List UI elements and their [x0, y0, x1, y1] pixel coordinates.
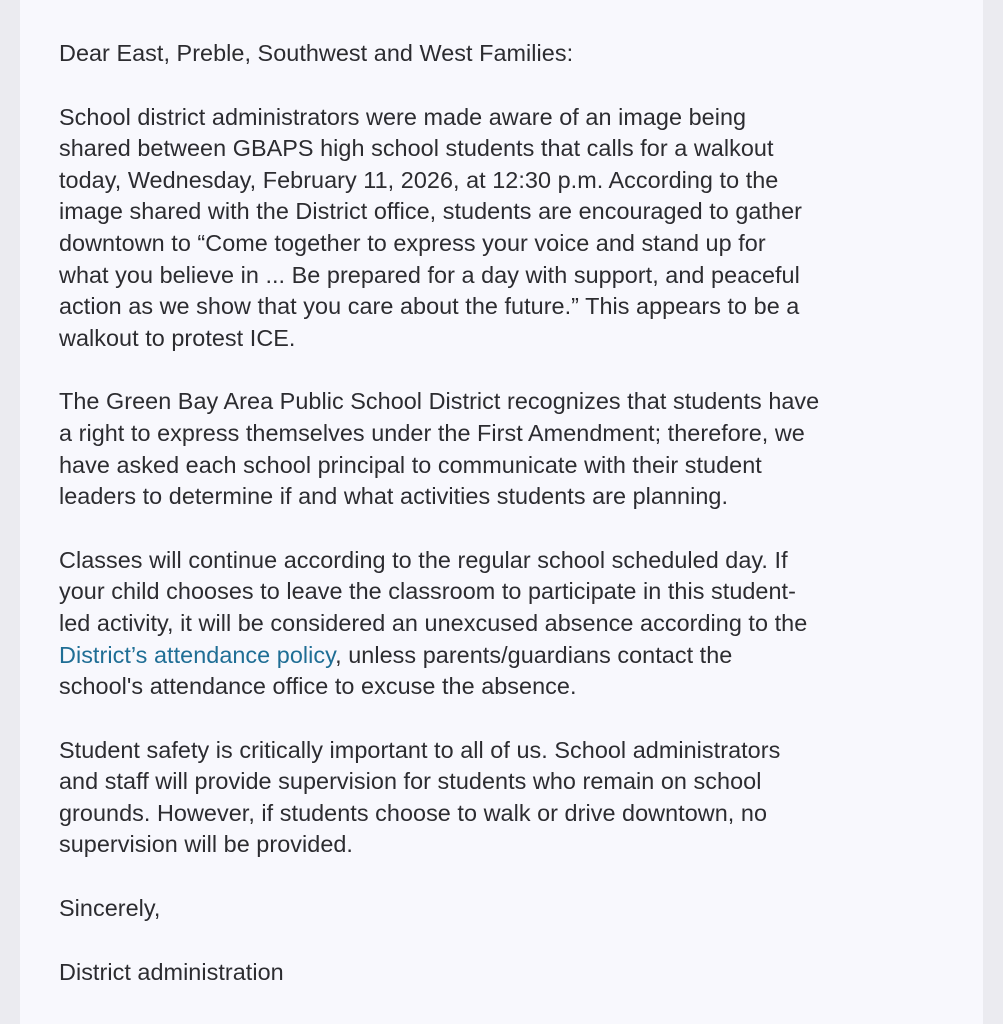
paragraph-line-with-link	[59, 640, 969, 672]
paragraph-line: supervision will be provided.	[59, 831, 353, 858]
paragraph-line: Classes will continue according to the regular school scheduled day. If	[59, 546, 788, 573]
paragraph-line: image shared with the District office, students are encouraged to gather	[59, 198, 802, 225]
paragraph-line: shared between GBAPS high school students that calls for a walkout	[59, 135, 774, 162]
paragraph-line: action as we show that you care about the future.” This appears to be a	[59, 293, 800, 320]
paragraph-line: Student safety is critically important to all of us. School administrators	[59, 736, 781, 763]
paragraph-line: led activity, it will be considered an unexcused absence according to the	[59, 609, 808, 636]
signature-text: District administration	[59, 958, 284, 985]
letter-card	[20, 0, 983, 1024]
paragraph-line: downtown to “Come together to express your voice and stand up for	[59, 229, 766, 256]
salutation	[59, 38, 969, 70]
letter-body	[59, 38, 969, 1020]
paragraph-line: leaders to determine if and what activities students are planning.	[59, 483, 729, 510]
closing-text: Sincerely,	[59, 895, 161, 922]
paragraph-line: The Green Bay Area Public School District recognizes that students have	[59, 388, 820, 415]
paragraph-line: and staff will provide supervision for students who remain on school	[59, 768, 762, 795]
paragraph-line: your child chooses to leave the classroom to participate in this student-	[59, 578, 796, 605]
paragraph-line: today, Wednesday, February 11, 2026, at 12:30 p.m. According to the	[59, 166, 779, 193]
paragraph-line: what you believe in ... Be prepared for a day with support, and peaceful	[59, 261, 800, 288]
paragraph-line: grounds. However, if students choose to walk or drive downtown, no	[59, 799, 767, 826]
paragraph-attendance	[59, 545, 969, 703]
paragraph-line: have asked each school principal to communicate with their student	[59, 451, 762, 478]
paragraph-text-after-link: , unless parents/guardians contact the	[335, 641, 733, 668]
paragraph-line: School district administrators were made aware of an image being	[59, 103, 747, 130]
salutation-text: Dear East, Preble, Southwest and West Families:	[59, 40, 574, 66]
attendance-policy-link[interactable]: District’s attendance policy	[59, 641, 336, 668]
paragraph-line: school's attendance office to excuse the absence.	[59, 673, 577, 700]
paragraph-line: a right to express themselves under the First Amendment; therefore, we	[59, 419, 805, 446]
paragraph-safety	[59, 735, 969, 861]
signature	[59, 957, 969, 989]
paragraph-line: walkout to protest ICE.	[59, 324, 296, 351]
paragraph-first-amendment	[59, 386, 969, 512]
paragraph-walkout-notice	[59, 102, 969, 355]
closing	[59, 893, 969, 925]
